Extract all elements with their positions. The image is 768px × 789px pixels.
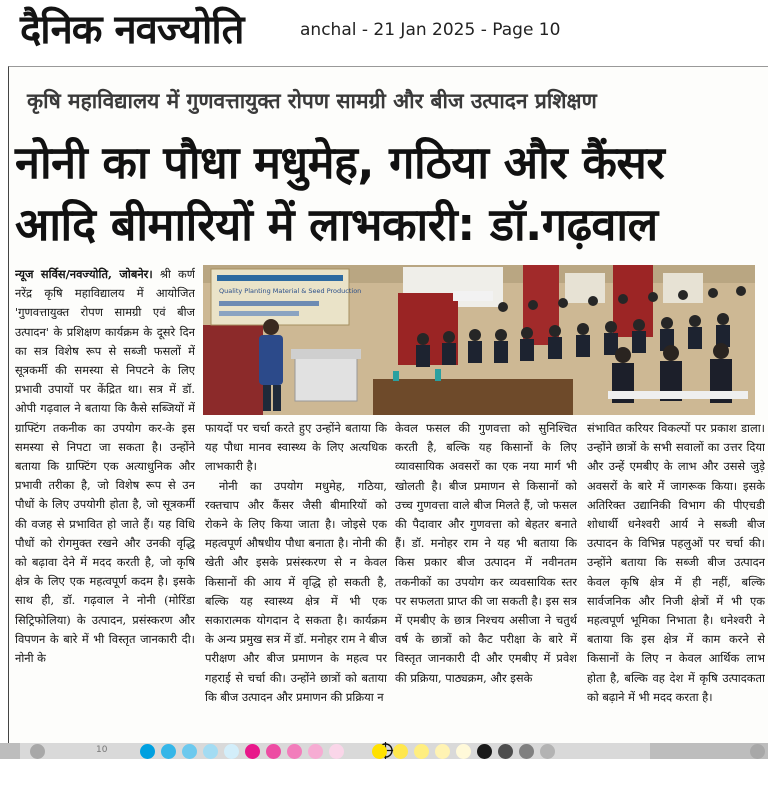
color-swatch [561,744,576,759]
color-swatch [393,744,408,759]
color-swatch [372,744,387,759]
column-1-text: श्री कर्ण नरेंद्र कृषि महाविद्यालय में आयोजित 'गुणवत्तायुक्त रोपण सामग्री एवं बीज उत्पादन' के प्रशिक्षण कार्यक्रम के दूसरे दिन का सत्र विशेष रूप से सब्जी फसलों में सूत्रकर्मी की समस्या से निपटने के लिए प्रभावी उपायों पर केंद्रित था। सत्र में डॉ. ओपी गढ़वाल ने बताया कि कैसे सब्जियों में ग्राफ्टिंग तकनीक का उपयोग कर-के इस समस्या से निपटा जा सकता है। उन्होंने बताया कि ग्राफ्टिंग एक अत्याधुनिक और प्रभावी तरीका है, जो विशेष रूप से उन पौधों के लिए उपयोगी होता है, जो सूत्रकर्मी की वजह से प्रभावित हो जाते हैं। यह विधि पौधों को रोगमुक्त रखने और उनकी वृद्धि को बढ़ावा देने में मदद करती है, जो कृषि क्षेत्र के लिए एक महत्वपूर्ण कदम है। इसके साथ ही, डॉ. गढ़वाल ने नोनी (मोरिंडा सिट्रिफोलिया) के उत्पादन, प्रसंस्करण और विपणन के बारे में भी विस्तृत जानकारी दी। नोनी के [15,267,195,666]
edition-label: anchal - 21 Jan 2025 - Page 10 [300,20,561,40]
color-swatch [329,744,344,759]
color-swatch [245,744,260,759]
color-swatch [414,744,429,759]
color-bar-end-marker [750,744,765,759]
color-swatch [287,744,302,759]
color-swatch [435,744,450,759]
article-column-2 [205,419,387,741]
article-column-3 [395,419,577,741]
color-swatch [140,744,155,759]
article-column-1 [15,265,195,741]
article-column-4 [587,67,765,741]
photo-banner-text: Quality Planting Material & Seed Production [219,287,362,295]
color-swatch [224,744,239,759]
color-swatch [477,744,492,759]
color-swatch [266,744,281,759]
color-bar-end-marker [30,744,45,759]
page-marker: 10 [96,745,108,755]
color-swatch [182,744,197,759]
column-4-text: संभावित करियर विकल्पों पर प्रकाश डाला। उन्होंने छात्रों के सभी सवालों का उत्तर दिया और उन्हें एमबीए के लाभ और उससे जुड़े अवसरों के बारे में जागरूक किया। इसके अतिरिक्त उद्यानिकी विभाग की पीएचडी शोधार्थी धनेश्वरी आर्य ने सब्जी बीज उत्पादन के विभिन्न पहलुओं पर चर्चा की। उन्होंने बताया कि सब्जी बीज उत्पादन केवल कृषि क्षेत्र में ही नहीं, बल्कि सार्वजनिक और निजी क्षेत्रों में भी एक महत्वपूर्ण भूमिका निभाता है। धनेश्वरी ने बताया कि इस क्षेत्र में काम करने से किसानों के लिए न केवल आर्थिक लाभ होता है, बल्कि वह देश में कृषि उत्पादकता को बढ़ाने में भी मदद करता है। [587,421,765,704]
color-swatch [519,744,534,759]
column-2-paragraph-1: फायदों पर चर्चा करते हुए उन्होंने बताया कि यह पौधा मानव स्वास्थ्य के लिए अत्यधिक लाभकारी है। [205,421,387,474]
color-swatch [540,744,555,759]
article-headline-line-2: आदि बीमारियों में लाभकारी: डॉ.गढ़वाल [15,198,658,251]
article-byline: न्यूज सर्विस/नवज्योति, जोबनेर। [15,267,153,281]
color-swatch [203,744,218,759]
article-clipping [8,66,768,743]
article-kicker: कृषि महाविद्यालय में गुणवत्तायुक्त रोपण सामग्री और बीज उत्पादन प्रशिक्षण [27,89,597,113]
color-swatch [161,744,176,759]
column-2-paragraph-2: नोनी का उपयोग मधुमेह, गठिया, रक्तचाप और कैंसर जैसी बीमारियों को रोकने के लिए किया जाता है। जोइसे एक महत्वपूर्ण औषधीय पौधा बनाता है। नोनी की खेती और इसके प्रसंस्करण से न केवल किसानों की आय में वृद्धि हो सकती है, बल्कि यह स्वास्थ्य क्षेत्र में भी एक सकारात्मक योगदान दे सकता है। कार्यक्रम के अन्य प्रमुख सत्र में डॉ. मनोहर राम ने बीज परीक्षण और बीज प्रमाणन के महत्व पर गहराई से चर्चा की। उन्होंने छात्रों को बताया कि बीज उत्पादन और प्रमाणन की प्रक्रिया न [205,478,387,704]
article-headline-line-1: नोनी का पौधा मधुमेह, गठिया और कैंसर [15,136,665,189]
column-3-text: केवल फसल की गुणवत्ता को सुनिश्चित करती है, बल्कि यह किसानों के लिए व्यावसायिक अवसरों का एक नया मार्ग भी खोलती है। बीज प्रमाणन से किसानों को उच्च गुणवत्ता वाले बीज मिलते हैं, जो फसल की पैदावार और गुणवत्ता को बेहतर बनाते हैं। डॉ. मनोहर राम ने यह भी बताया कि किस प्रकार बीज उत्पादन में नवीनतम तकनीकों का उपयोग कर व्यवसायिक स्तर पर सफलता प्राप्त की जा सकती है। इस सत्र में एमबीए के छात्र निश्चय असीजा ने चतुर्थ वर्ष के छात्रों को कैट परीक्षा के बारे में विस्तृत जानकारी दी और एमबीए में प्रवेश की प्रक्रिया, पाठ्यक्रम, और इसके [395,421,577,685]
masthead [0,0,768,66]
color-swatch [456,744,471,759]
gray-band-left [0,743,20,759]
color-swatch [498,744,513,759]
newspaper-logo: दैनिक नवज्योति [20,7,244,53]
color-swatch [308,744,323,759]
